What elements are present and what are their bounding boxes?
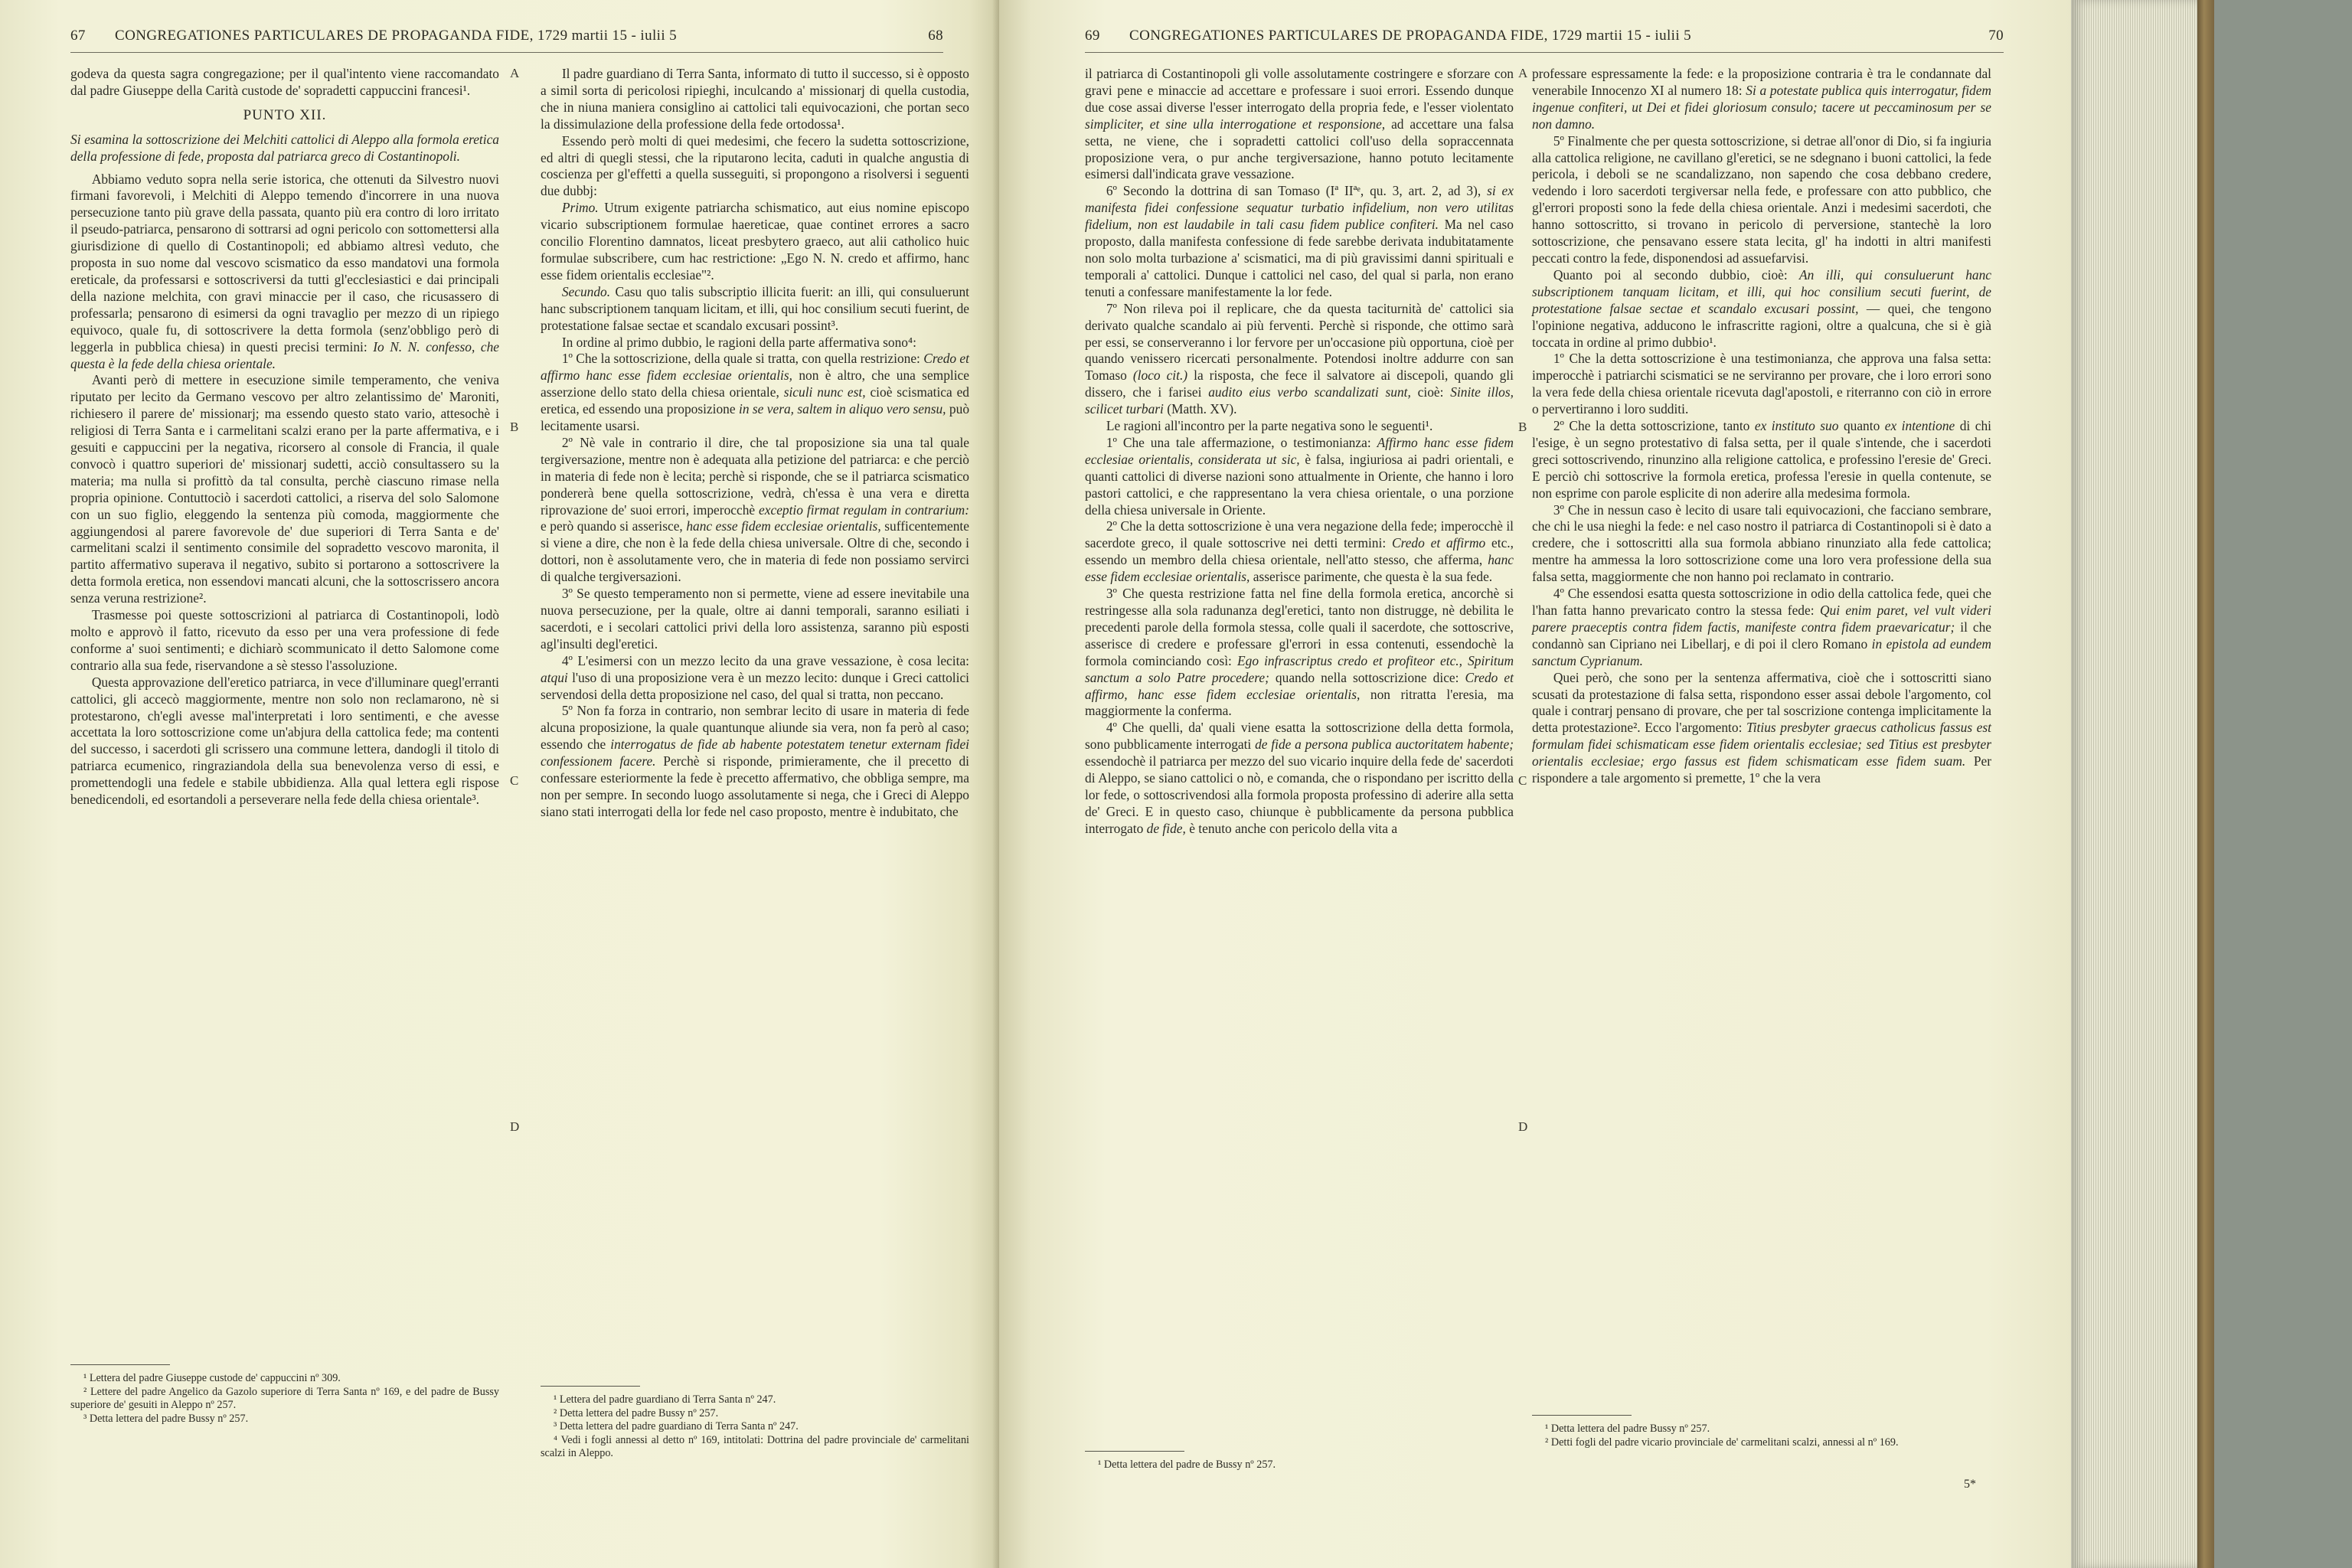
printer-signature-mark: 5* <box>1964 1478 1976 1491</box>
footnotes-column-2 <box>1532 1423 1991 1449</box>
margin-letter-d: D <box>1518 1119 1528 1134</box>
paragraph: professare espressamente la fede: e la proposizione contraria è tra le condannate dal venerabile Innocenzo XI al numero 18: Si a potestate publica quis interrogatur, fidem ingenue confiteri, ut Dei et fidei gloriosum consulo; tacere ut peccaminosum per se non damno. <box>1532 66 1991 132</box>
footnote: ¹ Lettera del padre Giuseppe custode de' cappuccini nº 309. <box>83 1372 341 1384</box>
paragraph: 3º Che in nessun caso è lecito di usare tali equivocazioni, che facciano sembrare, che chi le usa nieghi la fede: e nel caso nostro il patriarca di Costantinopoli si è dato a credere, che i sottoscritti alla sua formola abbiano rinunziato alla fede cattolica; mentre ha ammessa la loro sottoscrizione come una loro vera professione della sua falsa setta, maggiormente che non hanno poi reclamato in contrario. <box>1532 501 1991 585</box>
paragraph: il patriarca di Costantinopoli gli volle assolutamente costringere e sforzare con gravi pene e minaccie ad accettare e professare i suoi errori. Essendo dunque due cose assai diverse l'esser interrogato della propria fede, e l'esser violentato simpliciter, et sine ulla interrogatione et responsione, ad accettare una falsa setta, ne viene, che i sopradetti cattolici coll'uso della sopraccennata proposizione vera, o pur anche tergiversazione, hanno potuto lecitamente esimersi dall'indicata grave vessazione. <box>1085 66 1514 182</box>
text-column-1 <box>1085 66 1514 838</box>
paragraph: Quei però, che sono per la sentenza affermativa, cioè che i sottoscritti siano scusati da protestazione di falsa setta, rispondono esser assai debole l'argomento, col quale i contrarj pensano di provare, che per tal soscrizione contenga implicitamente la detta protestazione². Ecco l'argomento: Titius presbyter graecus catholicus fassus est formulam fidei schismaticam esse fidem orientalis ecclesiae; sed Titius est presbyter orientalis ecclesiae; ergo fassus est fidem schismaticam esse fidem suam. Per rispondere a tale argomento si premette, 1º che la vera <box>1532 669 1991 786</box>
paragraph: 3º Se questo temperamento non si permette, viene ad essere inevitabile una nuova persecuzione, per la quale, oltre ai danni temporali, saranno esiliati i sacerdoti, e i secolari cattolici privi della loro assistenza, saranno più esposti agl'insulti degl'eretici. <box>541 586 969 652</box>
footnote: ¹ Detta lettera del padre Bussy nº 257. <box>1545 1423 1710 1435</box>
footnote-rule <box>1085 1451 1184 1452</box>
page-number-67: 67 <box>70 28 86 44</box>
paragraph: 4º Che essendosi esatta questa sottoscrizione in odio della cattolica fede, quei che l'han fatta hanno prevaricato contro la stessa fede: Qui enim paret, vel vult videri parere praeceptis contra fidem factis, manifeste contra fidem praevaricatur; il che condannò san Cipriano nei Libellarj, e di poi il clero Romano in epistola ad eundem sanctum Cyprianum. <box>1532 586 1991 668</box>
header-rule <box>70 52 943 53</box>
paragraph: Essendo però molti di quei medesimi, che fecero la sudetta sottoscrizione, ed altri di quegli stessi, che la riputarono lecita, caduti in qualche angustia di coscienza per gl'effetti a quella susseguiti, si propongono a risolversi i seguenti due dubbj: <box>541 132 969 199</box>
margin-letter-c: C <box>1518 773 1527 788</box>
footnote-rule <box>541 1386 640 1387</box>
footnote: ³ Detta lettera del padre Bussy nº 257. <box>83 1412 249 1425</box>
paragraph: Secundo. Casu quo talis subscriptio illicita fuerit: an illi, qui consuluerunt hanc subscriptionem tanquam licitam, et illi, qui hoc consilium secuti fuerint, de protestatione falsae sectae et scandalo excusari possint³. <box>541 283 969 333</box>
paragraph: 7º Non rileva poi il replicare, che da questa taciturnità de' cattolici sia derivato qualche scandalo ai più ferventi. Perchè si risponde, che ottimo sarà per essi, se conserveranno i lor fervore per un'occasione più opportuna, cioè per quando venissero ricercati personalmente. Potendosi inoltre addurre con san Tomaso (loco cit.) la risposta, che fece il salvatore ai discepoli, quando gli dissero, che i farisei audito eius verbo scandalizati sunt, cioè: Sinite illos, scilicet turbari (Matth. XV). <box>1085 300 1514 417</box>
footnote: ² Detta lettera del padre Bussy nº 257. <box>554 1406 719 1419</box>
paragraph: 4º L'esimersi con un mezzo lecito da una grave vessazione, è cosa lecita: atqui l'uso di una proposizione vera è un mezzo lecito: dunque i Greci cattolici servendosi della detta proposizione nel caso, del qual si tratta, non peccano. <box>541 652 969 702</box>
paragraph: Quanto poi al secondo dubbio, cioè: An illi, qui consuluerunt hanc subscriptionem tanquam licitam, et illi, qui hoc consilium secuti fuerint, de protestatione falsae sectae et scandalo excusari possint, — quei, che tengono l'opinione negativa, adducono le infrascritte ragioni, oltre a qualcuna, che si è già toccata in ordine al primo dubbio¹. <box>1532 266 1991 350</box>
left-page <box>0 0 999 1568</box>
margin-letter-a: A <box>1518 66 1528 80</box>
paragraph: 6º Secondo la dottrina di san Tomaso (Iª IIªᵉ, qu. 3, art. 2, ad 3), si ex manifesta fidei confessione sequatur turbatio infidelium, non vero utilitas fidelium, non est laudabile in tali casu fidem publice confiteri. Ma nel caso proposto, dalla manifesta confessione di fede sarebbe derivata indubitatamente non solo molta turbazione a' scismatici, ma di più gravissimi danni spirituali e temporali a' cattolici. Dunque i cattolici nel caso, del qual si parla, non erano tenuti a confessare manifestamente la lor fede. <box>1085 183 1514 299</box>
text-column-2 <box>541 66 969 821</box>
footnote: ² Detti fogli del padre vicario provinciale de' carmelitani scalzi, annessi al nº 169. <box>1545 1436 1899 1449</box>
page-number-68: 68 <box>928 28 943 44</box>
running-header-right <box>1085 28 2004 49</box>
footnote: ² Lettere del padre Angelico da Gazolo superiore di Terra Santa nº 169, e del padre de Bussy superiore de' gesuiti in Aleppo nº 257. <box>70 1385 499 1411</box>
paragraph: 2º Che la detta sottoscrizione è una vera negazione della fede; imperocchè il sacerdote greco, il quale sottoscrive nei detti termini: Credo et affirmo etc., essendo un membro della chiesa orientale, nell'atto stesso, che afferma, hanc esse fidem ecclesiae orientalis, asserisce parimente, che questa è la sua fede. <box>1085 518 1514 585</box>
paragraph: Le ragioni all'incontro per la parte negativa sono le seguenti¹. <box>1106 418 1433 434</box>
running-title: CONGREGATIONES PARTICULARES DE PROPAGANDA FIDE, 1729 martii 15 - iulii 5 <box>1129 28 1692 44</box>
paragraph: 5º Non fa forza in contrario, non sembrar lecito di usare in materia di fede alcuna proposizione, la quale quantunque aliunde sia vera, non fa però al caso; essendo che interrogatus de fide ab habente potestatem tenetur externam fidei confessionem facere. Perchè si risponde, primieramente, che il precetto di confessare esteriormente la fede è precetto affermativo, che obbliga sempre, ma non per sempre. In secondo luogo assolutamente si nega, che i Greci di Aleppo siano stati interrogati della lor fede nel caso proposto, mentre è indubitato, che <box>541 703 970 819</box>
footnotes-column-1 <box>1085 1459 1514 1472</box>
margin-letter-d: D <box>510 1119 520 1134</box>
book-cover-edge <box>2197 0 2214 1568</box>
paragraph: Abbiamo veduto sopra nella serie istorica, che ottenuti da Silvestro nuovi firmani favorevoli, i Melchiti di Aleppo temendo d'incorrere in una nuova persecuzione tanto più grave della passata, quanto più era contro di loro irritato il pseudo-patriarca, pensarono di sottrarsi ad ogni pericolo con sottomettersi alla giurisdizione di quello di Costantinopoli; ed abbiamo altresì veduto, che proposta in suo nome dal vescovo scismatico da esso mandatovi una formola ereticale, da professarsi e sottoscriversi da tutti gl'ecclesiastici e dai principali della nazione melchita, con gravi minaccie per il caso, che ricusassero di professarla; pensarono di esimersi da ogni travaglio per mezzo di un ripiego equivoco, quale fu, di sottoscrivere la detta formola (senz'obbligo però di leggerla in pubblica chiesa) in questi precisi termini: Io N. N. confesso, che questa è la fede della chiesa orientale. <box>70 171 499 371</box>
margin-letter-b: B <box>1518 420 1527 434</box>
paragraph: 4º Che quelli, da' quali viene esatta la sottoscrizione della detta formola, sono pubblicamente interrogati de fide a persona publica auctoritatem habente; essendochè il patriarca per mezzo del suo vicario inquire della fede de' sacerdoti di Aleppo, se siano cattolici o nò, e comanda, che o rispondano per iscritto della lor fede, o sottoscrivendosi alla formola proposta professino di aderire alla setta de' Greci. E in questo caso, chiunque è pubblicamente da persona pubblica interrogato de fide, è tenuto anche con pericolo della vita a <box>1085 720 1514 836</box>
running-title: CONGREGATIONES PARTICULARES DE PROPAGANDA FIDE, 1729 martii 15 - iulii 5 <box>115 28 678 44</box>
paragraph: 2º Che la detta sottoscrizione, tanto ex instituto suo quanto ex intentione di chi l'esige, è un segno protestativo di falsa setta, per il quale s'intende, che i sacerdoti greci sottoscrivendo, rinunzino alla religione cattolica, e professino l'eresie de' Greci. E perciò chi sottoscrive la formola eretica, professa l'eresie in quella contenute, se non esprime con parole esplicite di non aderire alla medesima formola. <box>1532 418 1991 501</box>
footnote: ¹ Detta lettera del padre de Bussy nº 257. <box>1098 1459 1276 1471</box>
footnote: ⁴ Vedi i fogli annessi al detto nº 169, intitolati: Dottrina del padre provinciale de' carmelitani scalzi in Aleppo. <box>541 1433 969 1459</box>
footnotes-column-2 <box>541 1393 969 1461</box>
header-rule <box>1085 52 2004 53</box>
footnote: ³ Detta lettera del padre guardiano di Terra Santa nº 247. <box>554 1420 799 1432</box>
text-column-1 <box>70 66 499 808</box>
paragraph: 1º Che la sottoscrizione, della quale si tratta, con quella restrizione: Credo et affirmo hanc esse fidem ecclesiae orientalis, non è altro, che una semplice asserzione dello stato della chiesa orientale, siculi nunc est, cioè scismatica ed eretica, ed essendo una proposizione in se vera, saltem in aliquo vero sensu, può lecitamente usarsi. <box>541 351 970 434</box>
paragraph: In ordine al primo dubbio, le ragioni della parte affermativa sono⁴: <box>561 334 916 350</box>
margin-letter-b: B <box>510 420 519 434</box>
text-column-2 <box>1532 66 1991 787</box>
footnote-rule <box>1532 1415 1632 1416</box>
section-summary: Si esamina la sottoscrizione dei Melchiti cattolici di Aleppo alla formola eretica della professione di fede, proposta dal patriarca greco di Costantinopoli. <box>70 131 499 164</box>
right-page <box>999 0 2071 1568</box>
paragraph: Primo. Utrum exigente patriarcha schismatico, aut eius nomine episcopo vicario subscriptionem formulae haereticae, quae continet errores a sacro concilio Florentino damnatos, liceat presbytero graeco, aut alii catholico huic formulae subscribere, cum hac restrictione: „Ego N. N. credo et affirmo, hanc esse fidem orientalis ecclesiae"². <box>541 200 969 283</box>
running-header-left <box>70 28 943 49</box>
paragraph: Questa approvazione dell'eretico patriarca, in vece d'illuminare quegl'erranti cattolici, gli accecò maggiormente, mentre non solo non reclamarono, nè si protestarono, ch'egli avesse mal'interpretati i loro sentimenti, e che avesse accettata la loro sottoscrizione come un'abjura della cattolica fede; ma contenti del successo, i sacerdoti gli scrissero una commune lettera, dandogli il titolo di patriarca ecumenico, ringraziandola della sua benevolenza verso di essi, e promettendogli una fedele e stabile ubbidienza. Alla qual lettera egli rispose benedicendoli, ed esortandoli a perseverare nella fede della chiesa orientale³. <box>70 674 499 808</box>
margin-letter-a: A <box>510 66 520 80</box>
paragraph: 3º Che questa restrizione fatta nel fine della formola eretica, ancorchè si restringesse alla sola radunanza degl'eretici, tanto non distrugge, nè debilita le precedenti parole della formola stessa, colle quali il sacerdote, che sottoscrive, asserisce di credere e professare gl'errori in essa contenuti, essendochè la formola cominciando così: Ego infrascriptus credo et profiteor etc., Spiritum sanctum a solo Patre procedere; quando nella sottoscrizione dice: Credo et affirmo, hanc esse fidem ecclesiae orientalis, non ritratta l'eresia, ma maggiormente la conferma. <box>1085 586 1514 719</box>
paragraph: Il padre guardiano di Terra Santa, informato di tutto il successo, si è opposto a simil sorta di pericolosi ripieghi, inculcando a' missionarj di quella custodia, che in niuna maniera consiglino ai cattolici tali equivocazioni, che portan seco la dissimulazione della professione della fede ortodossa¹. <box>541 66 969 132</box>
footnote: ¹ Lettera del padre guardiano di Terra Santa nº 247. <box>554 1393 776 1406</box>
paragraph: Avanti però di mettere in esecuzione simile temperamento, che veniva riputato per lecito da Germano vescovo per altro zelantissimo de' Maroniti, richiesero il parere de' missionarj; ma essendo questo stato vario, attesochè i religiosi di Terra Santa e i carmelitani scalzi erano per la parte affermativa, e i gesuiti e cappuccini per la negativa, ricorsero al console di Francia, il quale convocò i quattro superiori de' missionarj sudetti, acciò consultassero su la materia; ma nulla si profittò da tal consulta, perchè ciascuno rimase nella propria opinione. Contuttociò i sacerdoti cattolici, a riserva del solo Salomone con un suo figlio, eleggendo la sentenza più comoda, maggiormente che aggiungendosi al parere favorevole de' due superiori di Terra Santa e de' carmelitani scalzi il sentimento consimile del sopradetto vescovo maronita, il partito affermativo superava il negativo, subito si portarono a sottoscrivere la detta formola eretica, non essendovi mancati alcuni, che la sottoscrissero ancora senza veruna restrizione². <box>70 372 499 606</box>
paragraph: 2º Nè vale in contrario il dire, che tal proposizione sia una tal quale tergiversazione, mentre non è adequata alla petizione del patriarca: e che perciò in materia di fede non è lecita; perchè si risponde, che se il patriarca scismatico pondererà bene quella sottoscrizione, vedrà, ch'essa è una vera e diretta riprovazione de' suoi errori, imperocchè exceptio firmat regulam in contrarium: e però quando si asserisce, hanc esse fidem ecclesiae orientalis, sufficentemente si viene a dire, che non è la fede della chiesa universale. Oltre di che, secondo i dottori, non è assolutamente vero, che in materia di fede non possiamo servirci di qualche tergiversazioni. <box>541 434 969 585</box>
margin-letter-c: C <box>510 773 519 788</box>
paragraph: 5º Finalmente che per questa sottoscrizione, si detrae all'onor di Dio, si fa ingiuria alla cattolica religione, ne cavillano gl'eretici, se ne sdegnano i buoni cattolici, la fede pericola, i deboli se ne scandalizzano, non sapendo che cosa debbano credere, vedendo i loro sacerdoti tergiversar nella fede, e professare con atto pubblico, che gl'errori proposti sono la fede della chiesa orientale. Anzi i medesimi sacerdoti, che hanno sottoscritto, si trovano in pericolo di perversione, stantechè la loro sottoscrizione, che pensavano essere stata lecita, gl' ha indotti in altri manifesti peccati contro la fede, disponendosi ad assuefarvisi. <box>1532 132 1991 266</box>
paragraph: godeva da questa sagra congregazione; per il qual'intento viene raccomandato dal padre Giuseppe della Carità custode de' sopradetti cappuccini francesi¹. <box>70 66 499 98</box>
paragraph: 1º Che la detta sottoscrizione è una testimonianza, che approva una falsa setta: imperocchè i patriarchi scismatici se ne serviranno per provare, che i loro errori sono la vera fede della chiesa orientale ricevuta dagl'apostoli, e riterranno con ciò in errore o pervertiranno i loro sudditi. <box>1532 351 1991 417</box>
footnote-rule <box>70 1364 170 1365</box>
section-heading: PUNTO XII. <box>243 106 327 123</box>
book-page-edges <box>2071 0 2197 1568</box>
page-number-70: 70 <box>1988 28 2004 44</box>
page-number-69: 69 <box>1085 28 1100 44</box>
paragraph: 1º Che una tale affermazione, o testimonianza: Affirmo hanc esse fidem ecclesiae orientalis, considerata ut sic, è falsa, ingiuriosa ai padri orientali, e quanti cattolici di diverse nazioni sono attualmente in Oriente, che hanno i loro pastori cattolici, e che rappresentano la vera chiesa orientale, o una porzione della chiesa universale in Oriente. <box>1085 434 1514 518</box>
footnotes-column-1 <box>70 1372 499 1426</box>
paragraph: Trasmesse poi queste sottoscrizioni al patriarca di Costantinopoli, lodò molto e approvò il fatto, ricevuto da esso per una vera professione di fede conforme a' suoi sentimenti; e dichiarò scommunicato il detto Salomone come contrario alla sua fede, riservandone a sè stesso l'assoluzione. <box>70 607 499 673</box>
